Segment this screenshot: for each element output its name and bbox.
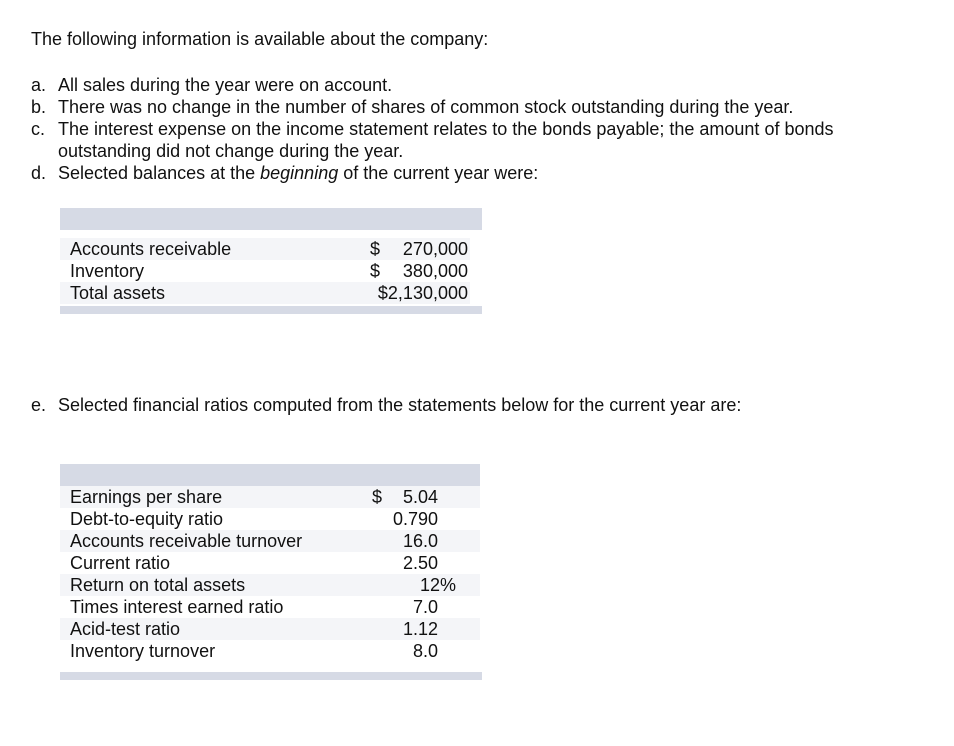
- table-row: [60, 574, 480, 596]
- balance-label: Total assets: [70, 283, 166, 303]
- ratio-value: $ 5.04: [372, 487, 438, 507]
- balance-value: $ 270,000: [370, 239, 468, 259]
- ratio-label: Current ratio: [70, 553, 171, 573]
- table-row: [60, 230, 482, 238]
- ratio-label: Acid-test ratio: [70, 619, 181, 639]
- table-row: [60, 486, 480, 508]
- balance-label: Inventory: [70, 261, 145, 281]
- ratio-label: Times interest earned ratio: [70, 597, 284, 617]
- emphasis-text: beginning: [260, 163, 339, 183]
- table-row: [60, 596, 480, 618]
- list-item-b: [31, 96, 911, 118]
- list-item-e: [31, 394, 741, 416]
- ratio-value: 12%: [419, 575, 456, 595]
- ratio-label: Debt-to-equity ratio: [70, 509, 224, 529]
- table-row: [60, 238, 470, 260]
- ratio-value: 7.0: [412, 597, 438, 617]
- table-row: [60, 618, 480, 640]
- table-row: [60, 552, 480, 574]
- table-row: [60, 260, 470, 282]
- list-item-text: There was no change in the number of shares of common stock outstanding during the year.: [58, 97, 794, 117]
- balances-table: [60, 208, 482, 314]
- balance-value: $ 380,000: [370, 261, 468, 281]
- list-item-c: [31, 118, 911, 162]
- list-marker: c.: [31, 119, 46, 139]
- table-header-bar: [60, 208, 482, 230]
- list-marker: e.: [31, 395, 47, 415]
- balance-label: Accounts receivable: [70, 239, 232, 259]
- table-row: [60, 530, 480, 552]
- ratio-value: 1.12: [402, 619, 438, 639]
- table-footer-bar: [60, 672, 482, 680]
- ratio-label: Accounts receivable turnover: [70, 531, 303, 551]
- table-footer-bar: [60, 306, 482, 314]
- list-item-d: [31, 162, 911, 184]
- ratio-label: Earnings per share: [70, 487, 223, 507]
- list-marker: d.: [31, 163, 47, 183]
- ratio-value: 0.790: [392, 509, 438, 529]
- ratio-label: Return on total assets: [70, 575, 246, 595]
- list-item-text: The interest expense on the income statement relates to the bonds payable; the amount of bonds outstanding did not change during the year.: [58, 119, 834, 161]
- list-marker: b.: [31, 97, 47, 117]
- list-item-text: Selected financial ratios computed from the statements below for the current year are:: [58, 395, 742, 415]
- info-list: [31, 74, 911, 184]
- ratio-value: 2.50: [402, 553, 438, 573]
- table-header-bar: [60, 464, 480, 486]
- table-row: [60, 508, 480, 530]
- list-item-a: [31, 74, 911, 96]
- ratio-label: Inventory turnover: [70, 641, 216, 661]
- table-row: [60, 640, 480, 662]
- list-item-text: All sales during the year were on account.: [58, 75, 393, 95]
- ratio-value: 8.0: [412, 641, 438, 661]
- balance-value: $2,130,000: [377, 283, 468, 303]
- list-marker: a.: [31, 75, 47, 95]
- ratios-table: [60, 464, 482, 680]
- table-row: [60, 282, 470, 304]
- intro-text: The following information is available about the company:: [31, 29, 489, 49]
- ratio-value: 16.0: [402, 531, 438, 551]
- list-item-text: Selected balances at the beginning of the current year were:: [58, 163, 539, 183]
